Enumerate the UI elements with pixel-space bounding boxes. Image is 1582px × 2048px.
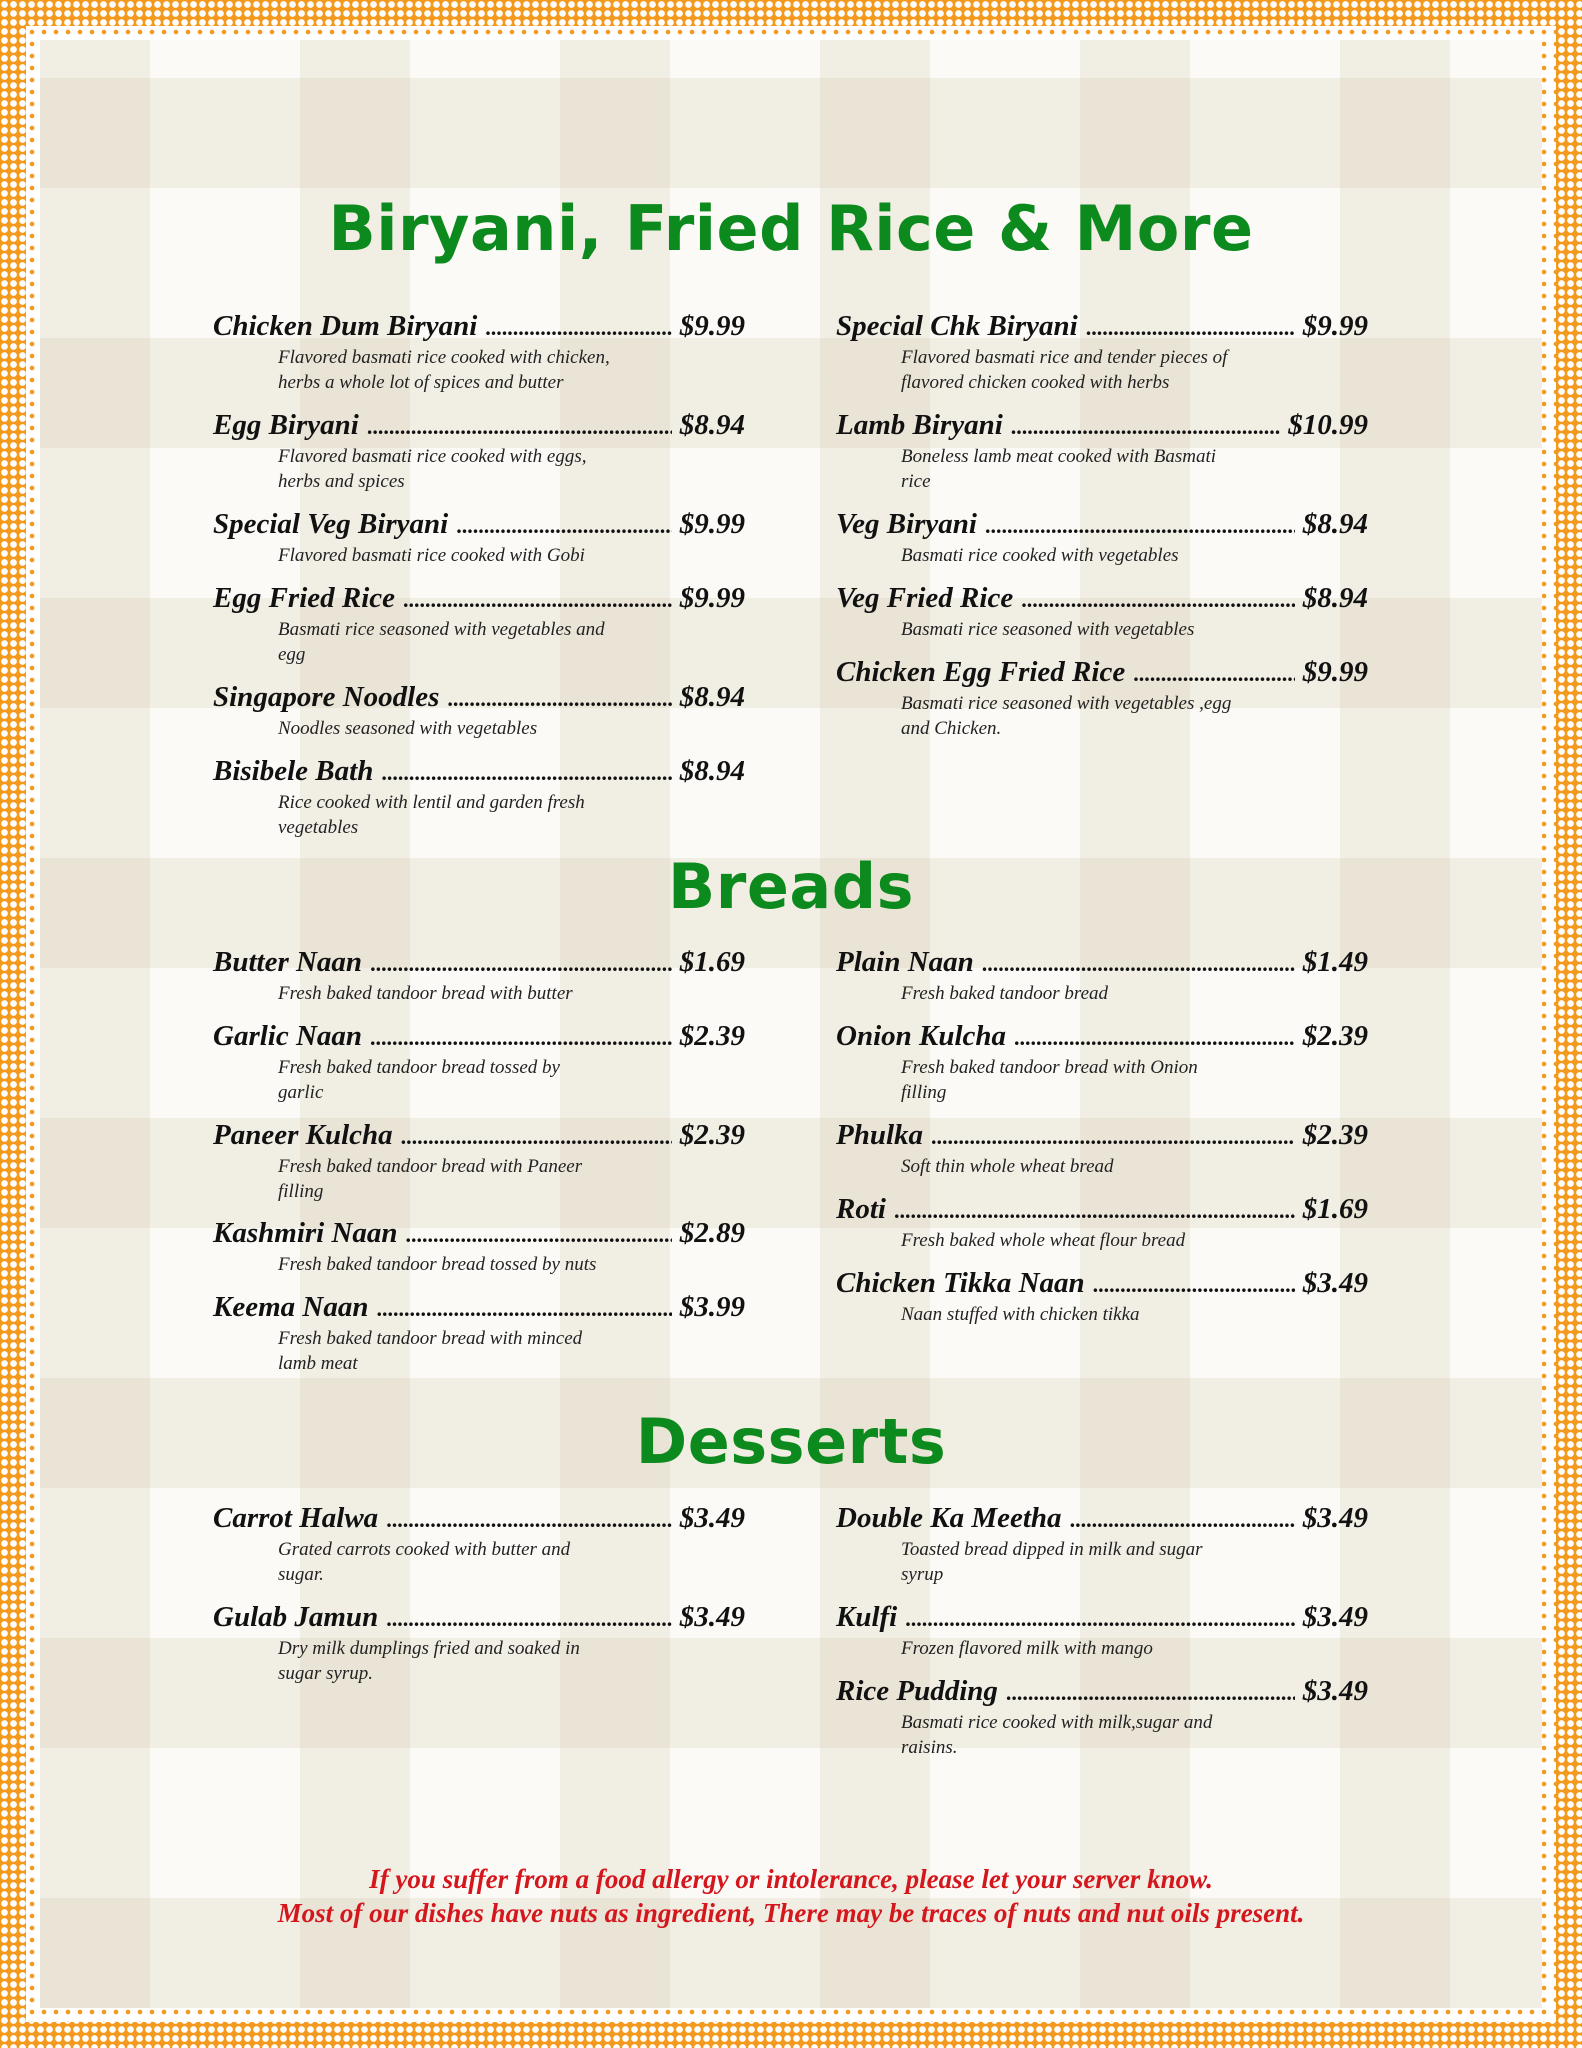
dot-leader bbox=[485, 315, 671, 341]
dot-leader bbox=[1011, 414, 1280, 440]
item-price: $2.39 bbox=[1302, 1020, 1368, 1052]
item-description: Frozen flavored milk with mango bbox=[901, 1638, 1153, 1659]
menu-item bbox=[213, 1502, 745, 1587]
item-description: Basmati rice seasoned with vegetables and egg bbox=[278, 619, 605, 665]
item-price: $2.39 bbox=[679, 1119, 745, 1151]
dot-leader bbox=[401, 1124, 672, 1150]
dot-leader bbox=[1021, 587, 1295, 613]
item-description: Flavored basmati rice cooked with Gobi bbox=[278, 545, 585, 566]
menu-page bbox=[40, 40, 1542, 2008]
item-price: $9.99 bbox=[1302, 310, 1368, 342]
item-description: Rice cooked with lentil and garden fresh vegetables bbox=[278, 792, 585, 838]
menu-item bbox=[836, 508, 1368, 568]
item-description: Fresh baked tandoor bread with minced lamb meat bbox=[278, 1328, 583, 1374]
menu-item bbox=[836, 1020, 1368, 1105]
item-description: Fresh baked tandoor bread with butter bbox=[278, 983, 573, 1004]
item-description: Soft thin whole wheat bread bbox=[901, 1156, 1114, 1177]
dot-leader bbox=[376, 1296, 671, 1322]
menu-item bbox=[836, 946, 1368, 1006]
dot-leader bbox=[386, 1507, 672, 1533]
dot-leader bbox=[403, 587, 672, 613]
dot-leader bbox=[386, 1606, 672, 1632]
item-description: Dry milk dumplings fried and soaked in sugar syrup. bbox=[278, 1638, 580, 1684]
item-name: Bisibele Bath bbox=[213, 755, 374, 787]
menu-item bbox=[836, 582, 1368, 642]
menu-item bbox=[836, 1193, 1368, 1253]
item-price: $2.39 bbox=[679, 1020, 745, 1052]
item-price: $2.39 bbox=[1302, 1119, 1368, 1151]
allergy-notice-line-1: If you suffer from a food allergy or intolerance, please let your server know. bbox=[369, 1864, 1213, 1894]
item-description: Toasted bread dipped in milk and sugar syrup bbox=[901, 1539, 1203, 1585]
dot-leader bbox=[1086, 315, 1295, 341]
item-name: Garlic Naan bbox=[213, 1020, 363, 1052]
item-name: Chicken Tikka Naan bbox=[836, 1267, 1085, 1299]
allergy-notice bbox=[40, 1862, 1542, 1930]
item-name: Keema Naan bbox=[213, 1291, 369, 1323]
item-name: Singapore Noodles bbox=[213, 681, 440, 713]
menu-item bbox=[213, 1601, 745, 1686]
dot-leader bbox=[447, 686, 671, 712]
menu-item bbox=[213, 310, 745, 395]
section-title-breads: Breads bbox=[667, 850, 914, 923]
menu-item bbox=[213, 1291, 745, 1376]
item-price: $9.99 bbox=[679, 508, 745, 540]
dot-leader bbox=[982, 951, 1295, 977]
item-description: Basmati rice seasoned with vegetables ,egg and Chicken. bbox=[901, 693, 1232, 739]
menu-item bbox=[213, 1020, 745, 1105]
dot-leader bbox=[905, 1606, 1295, 1632]
item-name: Chicken Egg Fried Rice bbox=[836, 656, 1126, 688]
item-name: Carrot Halwa bbox=[213, 1502, 379, 1534]
item-price: $3.49 bbox=[1302, 1675, 1368, 1707]
allergy-notice-line-2: Most of our dishes have nuts as ingredient, There may be traces of nuts and nut oils present. bbox=[277, 1898, 1305, 1928]
item-description: Flavored basmati rice cooked with eggs, herbs and spices bbox=[278, 446, 587, 492]
menu-item bbox=[213, 582, 745, 667]
item-price: $3.99 bbox=[679, 1291, 745, 1323]
item-price: $10.99 bbox=[1288, 409, 1368, 441]
menu-item bbox=[213, 681, 745, 741]
menu-item bbox=[213, 1217, 745, 1277]
item-name: Egg Biryani bbox=[213, 409, 359, 441]
menu-item bbox=[836, 310, 1368, 395]
item-price: $8.94 bbox=[679, 755, 745, 787]
item-description: Flavored basmati rice and tender pieces of flavored chicken cooked with herbs bbox=[901, 347, 1228, 393]
dot-leader bbox=[1070, 1507, 1295, 1533]
menu-item bbox=[836, 1267, 1368, 1327]
menu-item bbox=[836, 656, 1368, 741]
item-description: Basmati rice cooked with milk,sugar and raisins. bbox=[901, 1712, 1213, 1758]
dot-leader bbox=[1014, 1025, 1295, 1051]
menu-item bbox=[213, 755, 745, 840]
dot-leader bbox=[406, 1222, 672, 1248]
dot-leader bbox=[370, 1025, 672, 1051]
item-description: Fresh baked tandoor bread with Paneer filling bbox=[278, 1156, 583, 1202]
menu-item bbox=[836, 409, 1368, 494]
item-name: Veg Biryani bbox=[836, 508, 977, 540]
menu-item bbox=[836, 1502, 1368, 1587]
section-title-desserts: Desserts bbox=[635, 1405, 947, 1478]
item-price: $3.49 bbox=[1302, 1601, 1368, 1633]
menu-item bbox=[836, 1119, 1368, 1179]
item-description: Naan stuffed with chicken tikka bbox=[901, 1304, 1140, 1325]
item-name: Kashmiri Naan bbox=[213, 1217, 398, 1249]
item-price: $9.99 bbox=[1302, 656, 1368, 688]
dot-leader bbox=[985, 513, 1295, 539]
item-name: Rice Pudding bbox=[836, 1675, 998, 1707]
menu-item bbox=[213, 946, 745, 1006]
item-name: Onion Kulcha bbox=[836, 1020, 1007, 1052]
item-description: Fresh baked tandoor bread bbox=[901, 983, 1109, 1004]
item-name: Veg Fried Rice bbox=[836, 582, 1014, 614]
item-price: $8.94 bbox=[679, 681, 745, 713]
item-description: Boneless lamb meat cooked with Basmati rice bbox=[901, 446, 1217, 492]
dot-leader bbox=[1133, 661, 1295, 687]
dot-leader bbox=[894, 1198, 1295, 1224]
dot-leader bbox=[1006, 1680, 1295, 1706]
dot-leader bbox=[1093, 1272, 1295, 1298]
item-description: Noodles seasoned with vegetables bbox=[278, 718, 538, 739]
item-name: Special Chk Biryani bbox=[836, 310, 1078, 342]
item-price: $2.89 bbox=[679, 1217, 745, 1249]
menu-item bbox=[836, 1601, 1368, 1661]
dot-leader bbox=[370, 951, 672, 977]
item-name: Phulka bbox=[836, 1119, 924, 1151]
item-description: Flavored basmati rice cooked with chicken, herbs a whole lot of spices and butter bbox=[278, 347, 610, 393]
dot-leader bbox=[931, 1124, 1295, 1150]
dot-leader bbox=[381, 760, 671, 786]
item-name: Gulab Jamun bbox=[213, 1601, 379, 1633]
item-price: $8.94 bbox=[1302, 582, 1368, 614]
item-price: $8.94 bbox=[1302, 508, 1368, 540]
item-description: Grated carrots cooked with butter and sugar. bbox=[278, 1539, 571, 1585]
menu-item bbox=[213, 508, 745, 568]
item-name: Kulfi bbox=[836, 1601, 898, 1633]
item-description: Fresh baked tandoor bread tossed by garlic bbox=[278, 1057, 560, 1103]
item-name: Double Ka Meetha bbox=[836, 1502, 1062, 1534]
item-price: $9.99 bbox=[679, 310, 745, 342]
item-description: Basmati rice seasoned with vegetables bbox=[901, 619, 1195, 640]
item-description: Basmati rice cooked with vegetables bbox=[901, 545, 1179, 566]
item-name: Butter Naan bbox=[213, 946, 363, 978]
item-price: $1.49 bbox=[1302, 946, 1368, 978]
item-price: $3.49 bbox=[679, 1502, 745, 1534]
dot-leader bbox=[456, 513, 672, 539]
item-description: Fresh baked whole wheat flour bread bbox=[901, 1230, 1186, 1251]
item-price: $3.49 bbox=[1302, 1502, 1368, 1534]
item-description: Fresh baked tandoor bread with Onion filling bbox=[901, 1057, 1198, 1103]
item-price: $3.49 bbox=[1302, 1267, 1368, 1299]
item-price: $1.69 bbox=[1302, 1193, 1368, 1225]
item-price: $9.99 bbox=[679, 582, 745, 614]
menu-item bbox=[213, 409, 745, 494]
item-name: Paneer Kulcha bbox=[213, 1119, 393, 1151]
item-description: Fresh baked tandoor bread tossed by nuts bbox=[278, 1254, 597, 1275]
item-name: Roti bbox=[836, 1193, 886, 1225]
item-name: Plain Naan bbox=[836, 946, 974, 978]
section-title-biryani: Biryani, Fried Rice & More bbox=[328, 192, 1254, 265]
item-price: $3.49 bbox=[679, 1601, 745, 1633]
item-price: $8.94 bbox=[679, 409, 745, 441]
item-name: Chicken Dum Biryani bbox=[213, 310, 478, 342]
dot-leader bbox=[367, 414, 672, 440]
item-name: Egg Fried Rice bbox=[213, 582, 396, 614]
menu-item bbox=[213, 1119, 745, 1204]
item-name: Lamb Biryani bbox=[836, 409, 1003, 441]
menu-item bbox=[836, 1675, 1368, 1760]
item-price: $1.69 bbox=[679, 946, 745, 978]
item-name: Special Veg Biryani bbox=[213, 508, 449, 540]
